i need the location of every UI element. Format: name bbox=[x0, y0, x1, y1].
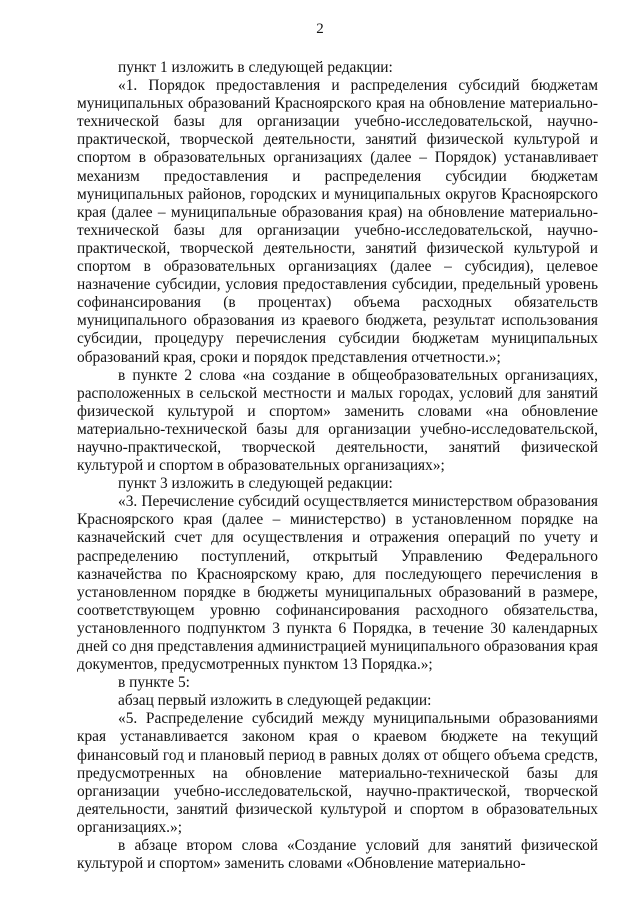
paragraph: абзац первый изложить в следующей редакции: bbox=[118, 692, 432, 710]
paragraph: в пункте 2 слова «на создание в общеобразовательных организациях, расположенных в сельской местности и малых городах, условий для занятий физической культурой и спортом» заменить словами «на обновление материально-технической базы для организации учебно-исследовательской, научно-практической, творческой деятельности, занятий физической культурой и спортом в образовательных организациях»; bbox=[77, 366, 598, 475]
paragraph: «1. Порядок предоставления и распределения субсидий бюджетам муниципальных образований Красноярского края на обновление материально-технической базы для организации учебно-исследовательской, научно-практической, творческой деятельности, занятий физической культурой и спортом в образовательных организациях (далее – Порядок) устанавливает механизм предоставления и распределения субсидии бюджетам муниципальных районов, городских и муниципальных округов Красноярского края (далее – муниципальные образования края) на обновление материально-технической базы для организации учебно-исследовательской, научно-практической, творческой деятельности, занятий физической культурой и спортом в образовательных организациях (далее – субсидия), целевое назначение субсидии, условия предоставления субсидии, предельный уровень софинансирования (в процентах) объема расходных обязательств муниципального образования из краевого бюджета, результат использования субсидии, процедуру перечисления субсидии бюджетам муниципальных образований края, сроки и порядок представления отчетности.»; bbox=[77, 77, 598, 366]
paragraph: пункт 3 изложить в следующей редакции: bbox=[118, 475, 393, 493]
paragraph: «5. Распределение субсидий между муниципальными образованиями края устанавливается законом края о краевом бюджете на текущий финансовый год и плановый период в равных долях от общего объема средств, предусмотренных на обновление материально-технической базы для организации учебно-исследовательской, научно-практической, творческой деятельности, занятий физической культурой и спортом в образовательных организациях.»; bbox=[77, 710, 598, 836]
paragraph: в пункте 5: bbox=[118, 674, 190, 692]
paragraph: пункт 1 изложить в следующей редакции: bbox=[118, 59, 393, 76]
paragraph: в абзаце втором слова «Создание условий для занятий физической культурой и спортом» заменить словами «Обновление материально- bbox=[77, 837, 598, 873]
paragraph: «3. Перечисление субсидий осуществляется министерством образования Красноярского края (далее – министерство) в установленном порядке на казначейский счет для осуществления и отражения операций по учету и распределению поступлений, открытый Управлению Федерального казначейства по Красноярскому краю, для последующего перечисления в установленном порядке в бюджеты муниципальных образований в размере, соответствующем уровню софинансирования расходного обязательства, установленного подпунктом 3 пункта 6 Порядка, в течение 30 календарных дней со дня представления администрацией муниципального образования края документов, предусмотренных пунктом 13 Порядка.»; bbox=[77, 493, 598, 674]
document-body bbox=[77, 59, 598, 873]
page-number: 2 bbox=[316, 21, 324, 37]
